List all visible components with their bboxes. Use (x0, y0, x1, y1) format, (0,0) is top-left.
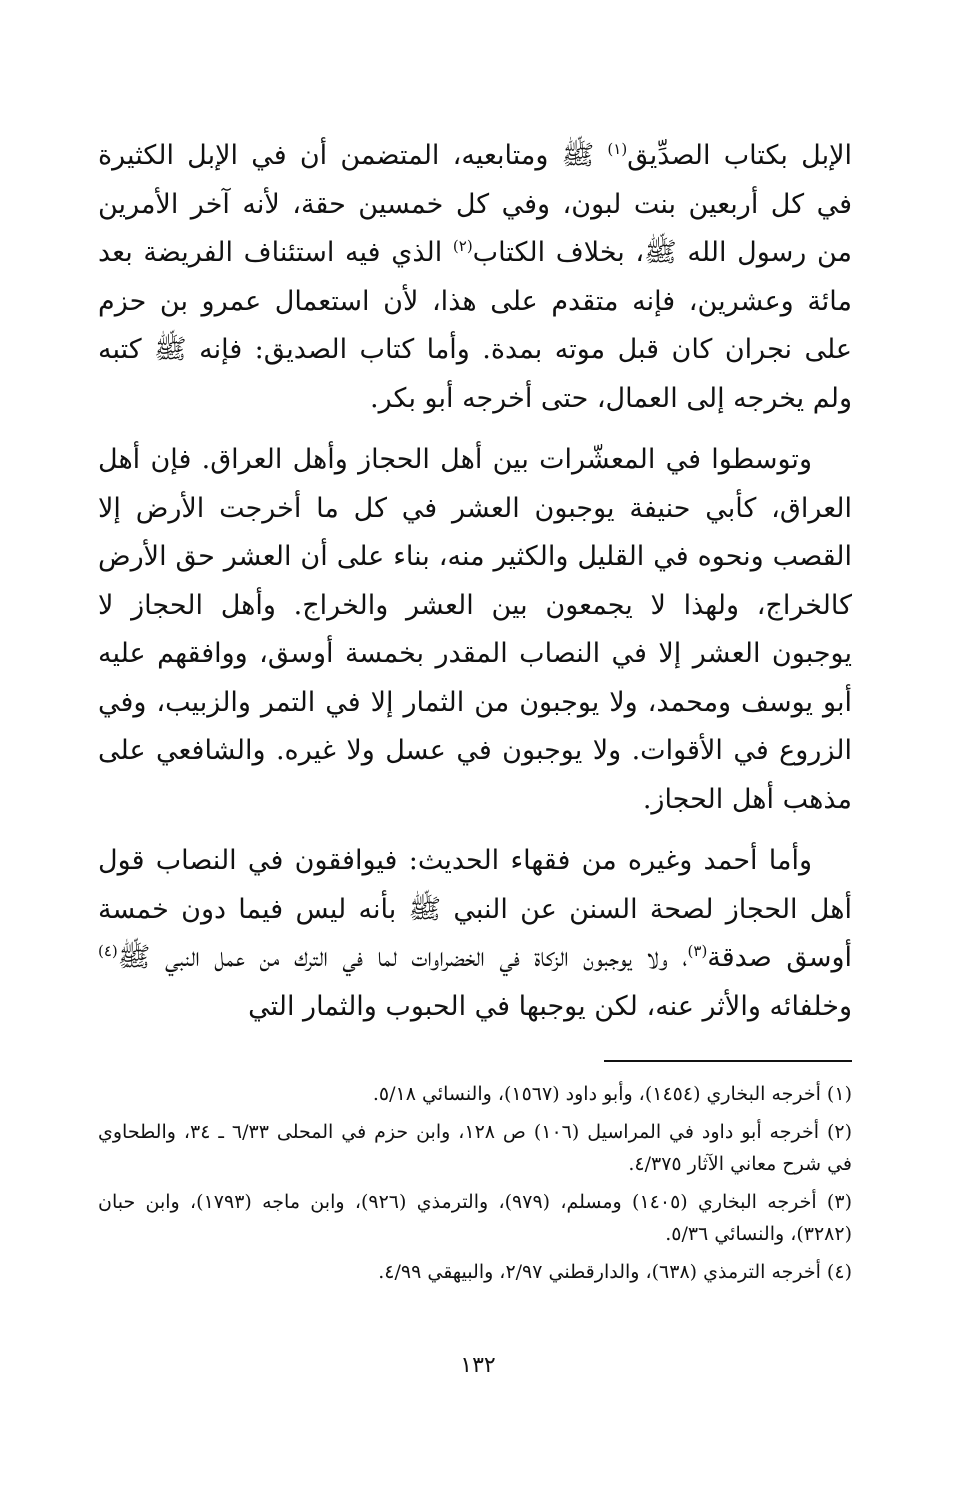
paragraph-2 (98, 436, 852, 824)
text-segment: وخلفائه والأثر عنه، لكن يوجبها في الحبوب والثمار التي (248, 990, 852, 1022)
footnote-4: (٤) أخرجه الترمذي (٦٣٨)، والدارقطني ٢/٩٧، والبيهقي ٤/٩٩. (378, 1261, 852, 1283)
text-segment: الذي فيه استئناف الفريضة بعد مائة وعشرين، فإنه متقدم على هذا، لأن استعمال عمرو بن حزم على نجران كان قبل موته بمدة. وأما كتاب الصديق: فإنه ﷺ كتبه ولم يخرجه إلى العمال، حتى أخرجه أبو بكر. (98, 237, 852, 414)
page-number: ١٣٢ (460, 1353, 496, 1378)
text-segment: وأما أحمد وغيره من فقهاء الحديث: فيوافقون في النصاب قول أهل الحجاز لصحة السنن عن النبي ﷺ بأنه ليس فيما دون خمسة أوسق صدقة (98, 845, 852, 973)
text-segment: وتوسطوا في المعشّرات بين أهل الحجاز وأهل العراق. فإن أهل العراق، كأبي حنيفة يوجبون العشر في كل ما أخرجت الأرض إلا القصب ونحوه في القليل والكثير منه، بناء على أن العشر حق الأرض كالخراج، ولهذا لا يجمعون بين العشر والخراج. وأهل الحجاز لا يوجبون العشر إلا في النصاب المقدر بخمسة أوسق، ووافقهم عليه أبو يوسف ومحمد، ولا يوجبون من الثمار إلا في التمر والزبيب، وفي الزروع في الأقوات. ولا يوجبون في عسل ولا غيره. والشافعي على مذهب أهل الحجاز. (98, 444, 852, 815)
footnote-2: (٢) أخرجه أبو داود في المراسيل (١٠٦) ص ١٢٨، وابن حزم في المحلى ٦/٣٣ ـ ٣٤، والطحاوي في شرح معاني الآثار ٤/٣٧٥. (98, 1121, 852, 1175)
text-segment: ، ولا يوجبون الزكاة في الخضراوات لما في الترك من عمل النبي ﷺ (117, 942, 688, 973)
paragraph-3 (98, 837, 852, 1031)
footnote-ref-4: (٤) (98, 942, 118, 960)
footnote-separator (604, 1060, 852, 1062)
footnote-1: (١) أخرجه البخاري (١٤٥٤)، وأبو داود (١٥٦٧)، والنسائي ٥/١٨. (372, 1083, 852, 1105)
text-segment: الإبل بكتاب الصدِّيق (627, 140, 852, 171)
main-text (98, 132, 852, 1031)
footnote-ref-3: (٣) (687, 942, 708, 960)
footnote-ref-1: (١) (607, 140, 628, 158)
footnote-ref-2: (٢) (452, 237, 473, 255)
footnotes (98, 1078, 852, 1294)
text-segment: ﷺ ومتابعيه، المتضمن أن في الإبل الكثيرة في كل أربعين بنت لبون، وفي كل خمسين حقة، لأنه آخر الأمرين من رسول الله ﷺ، بخلاف الكتاب (98, 140, 852, 268)
paragraph-1 (98, 132, 852, 423)
footnote-3: (٣) أخرجه البخاري (١٤٠٥) ومسلم، (٩٧٩)، والترمذي (٩٢٦)، وابن ماجه (١٧٩٣)، وابن حبان (٣٢٨٢)، والنسائي ٥/٣٦. (98, 1191, 852, 1245)
